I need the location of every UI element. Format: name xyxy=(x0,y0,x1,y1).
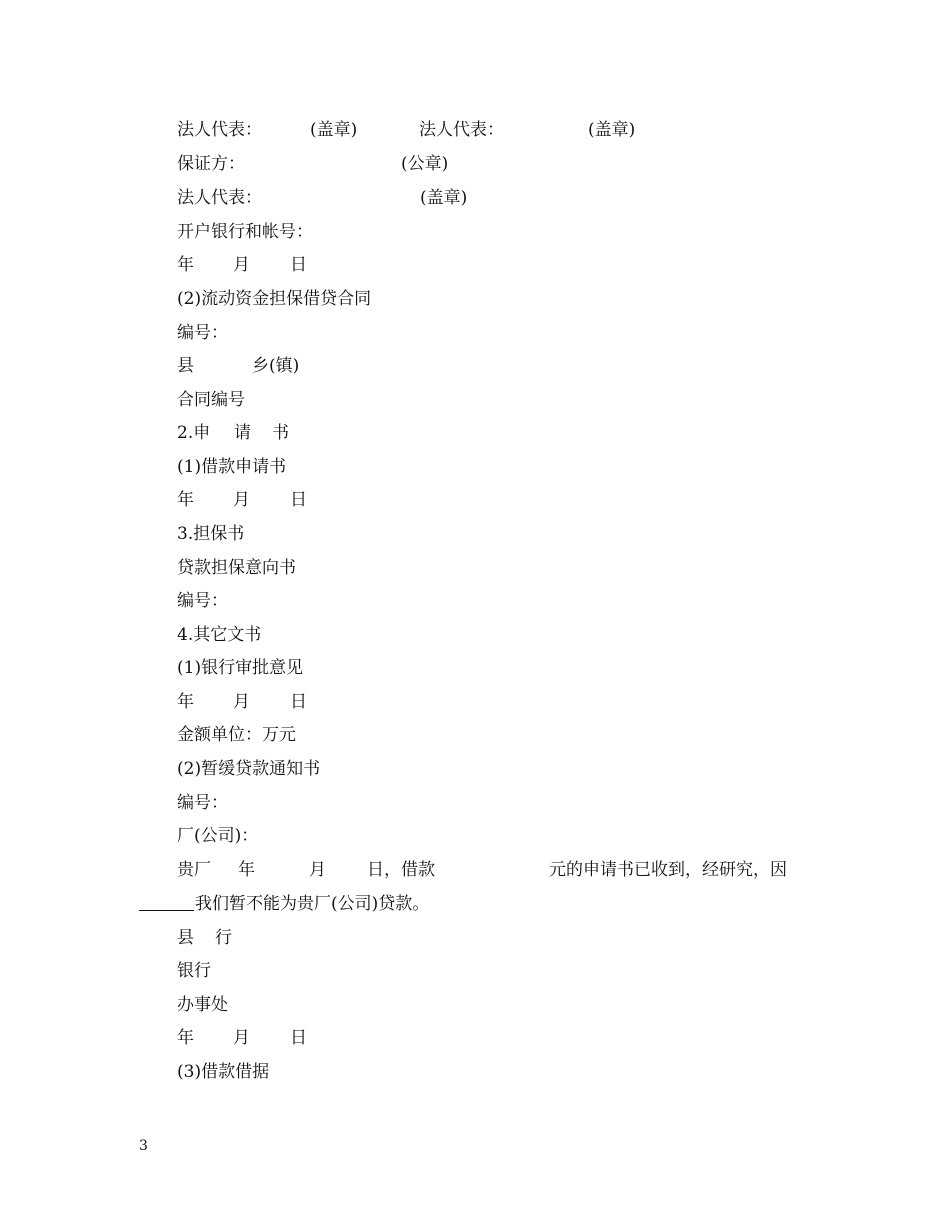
county-township-line xyxy=(177,355,300,377)
section-heading: (2)流动资金担保借贷合同 xyxy=(177,289,372,309)
subsection-heading: (2)暂缓贷款通知书 xyxy=(177,759,321,779)
date-year: 年 xyxy=(177,1028,194,1048)
date-line xyxy=(177,254,307,276)
guarantor-line xyxy=(177,153,449,175)
notice-text: 贵厂 xyxy=(177,860,211,880)
notice-text: 日，借款 xyxy=(367,860,435,880)
county-label: 县 xyxy=(177,928,194,948)
notice-body-line xyxy=(177,859,787,881)
amount-unit-line: 金额单位：万元 xyxy=(177,725,296,745)
subsection-heading: (3)借款借据 xyxy=(177,1062,270,1082)
date-month: 月 xyxy=(233,692,250,712)
county-bank-line xyxy=(177,927,232,949)
seal-mark: (盖章) xyxy=(310,120,358,140)
seal-mark: (盖章) xyxy=(420,188,468,208)
legal-rep-label: 法人代表： xyxy=(177,188,262,208)
date-day: 日 xyxy=(290,692,307,712)
bank-account-line: 开户银行和帐号： xyxy=(177,222,313,242)
date-month: 月 xyxy=(233,255,250,275)
bank-line: 银行 xyxy=(177,961,211,981)
date-line xyxy=(177,691,307,713)
subsection-heading: 贷款担保意向书 xyxy=(177,558,296,578)
reason-blank-underline xyxy=(139,910,194,911)
date-day: 日 xyxy=(290,490,307,510)
seal-mark: (盖章) xyxy=(588,120,636,140)
heading-part: 书 xyxy=(272,423,289,443)
number-field-line: 编号： xyxy=(177,793,228,813)
date-year: 年 xyxy=(238,860,255,880)
date-month: 月 xyxy=(233,490,250,510)
section-heading: 4.其它文书 xyxy=(177,625,262,645)
addressee-line: 厂(公司)： xyxy=(177,826,259,846)
legal-rep-label: 法人代表： xyxy=(419,120,504,140)
number-field-line: 编号： xyxy=(177,323,228,343)
date-line xyxy=(177,489,307,511)
date-day: 日 xyxy=(290,1028,307,1048)
guarantor-label: 保证方： xyxy=(177,154,245,174)
bank-label: 行 xyxy=(215,928,232,948)
section-heading xyxy=(177,422,289,444)
date-day: 日 xyxy=(290,255,307,275)
heading-part: 请 xyxy=(234,423,251,443)
subsection-heading: (1)银行审批意见 xyxy=(177,658,304,678)
section-heading: 3.担保书 xyxy=(177,524,245,544)
legal-rep-label: 法人代表： xyxy=(177,120,262,140)
notice-body-line: 我们暂不能为贵厂(公司)贷款。 xyxy=(195,894,430,914)
contract-number-line: 合同编号 xyxy=(177,390,245,410)
date-year: 年 xyxy=(177,255,194,275)
county-label: 县 xyxy=(177,356,194,376)
notice-text: 元的申请书已收到，经研究，因 xyxy=(549,860,787,880)
signature-line-legal-reps xyxy=(177,119,636,141)
date-month: 月 xyxy=(309,860,326,880)
page-number: 3 xyxy=(139,1138,148,1154)
office-line: 办事处 xyxy=(177,995,228,1015)
township-label: 乡(镇) xyxy=(252,356,300,376)
heading-part: 2.申 xyxy=(177,423,211,443)
official-seal-mark: (公章) xyxy=(401,154,449,174)
date-month: 月 xyxy=(233,1028,250,1048)
number-field-line: 编号： xyxy=(177,591,228,611)
subsection-heading: (1)借款申请书 xyxy=(177,457,287,477)
date-line xyxy=(177,1027,307,1049)
guarantor-legal-rep-line xyxy=(177,187,468,209)
date-year: 年 xyxy=(177,490,194,510)
date-year: 年 xyxy=(177,692,194,712)
